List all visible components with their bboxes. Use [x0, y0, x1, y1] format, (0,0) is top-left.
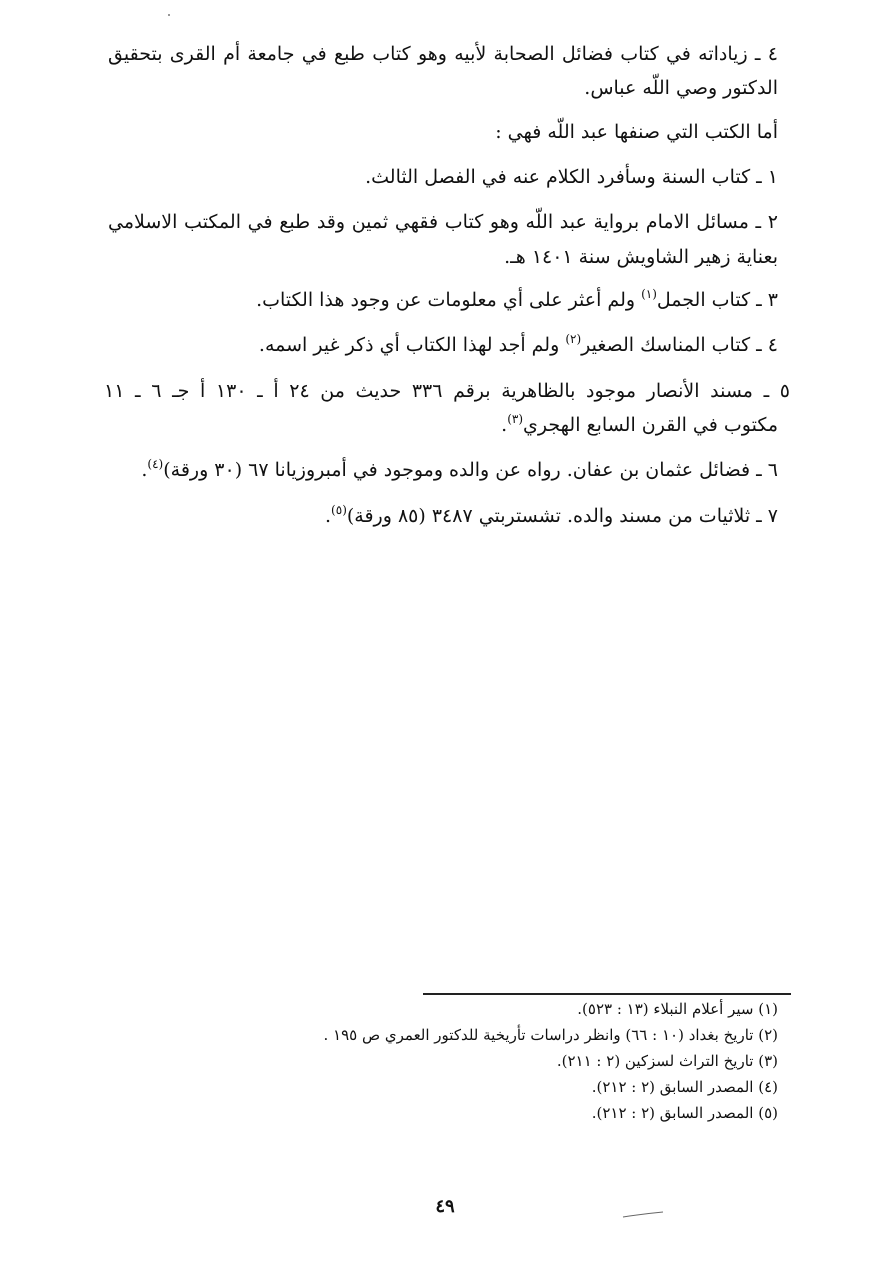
- body-line-10-text: مكتوب في القرن السابع الهجري: [523, 414, 778, 436]
- footnote-marker-3: (٣): [507, 412, 524, 426]
- body-line-10: [501, 411, 778, 439]
- scan-scratch-mark: [622, 1211, 664, 1219]
- body-line-8-text: ٤ ـ كتاب المناسك الصغير: [581, 334, 778, 356]
- body-line-8: [259, 331, 778, 359]
- footnote-marker-1: (١): [641, 287, 657, 301]
- body-line-12: [325, 502, 778, 530]
- body-line-7: [256, 286, 778, 314]
- body-line-2: الدكتور وصي اللّه عباس.: [584, 77, 778, 99]
- body-line-4: ١ ـ كتاب السنة وسأفرد الكلام عنه في الفصل الثالث.: [365, 166, 778, 188]
- body-line-6: بعناية زهير الشاويش سنة ١٤٠١ هـ.: [504, 246, 778, 268]
- body-line-9: ٥ ـ مسند الأنصار موجود بالظاهرية برقم ٣٣٦ حديث من ٢٤ أ ـ ١٣٠ أ جـ ٦ ـ ١١: [104, 380, 790, 402]
- body-line-8-tail: ولم أجد لهذا الكتاب أي ذكر غير اسمه.: [258, 334, 566, 356]
- body-line-11-tail: .: [141, 459, 148, 481]
- body-line-3: أما الكتب التي صنفها عبد اللّه فهي :: [495, 121, 778, 143]
- body-line-10-tail: .: [501, 414, 508, 436]
- footnote-marker-4: (٤): [147, 457, 164, 471]
- scan-speck: [168, 14, 170, 16]
- body-line-11-text: ٦ ـ فضائل عثمان بن عفان. رواه عن والده وموجود في أمبروزيانا ٦٧ (٣٠ ورقة): [163, 459, 778, 481]
- body-line-7-tail: ولم أعثر على أي معلومات عن وجود هذا الكتاب.: [256, 289, 642, 311]
- footnote-3: (٣) تاريخ التراث لسزكين (٢ : ٢١١).: [556, 1052, 778, 1070]
- footnote-separator: [423, 993, 791, 995]
- footnote-1: (١) سير أعلام النبلاء (١٣ : ٥٢٣).: [577, 1000, 778, 1018]
- footnote-2: (٢) تاريخ بغداد (١٠ : ٦٦) وانظر دراسات تأريخية للدكتور العمري ص ١٩٥ .: [323, 1026, 778, 1044]
- page-number: ٤٩: [435, 1196, 455, 1217]
- body-line-12-tail: .: [325, 505, 332, 527]
- body-line-12-text: ٧ ـ ثلاثيات من مسند والده. تشستربتي ٣٤٨٧ (٨٥ ورقة): [346, 505, 778, 527]
- footnote-4: (٤) المصدر السابق (٢ : ٢١٢).: [591, 1078, 778, 1096]
- body-line-7-text: ٣ ـ كتاب الجمل: [656, 289, 778, 311]
- body-line-5: ٢ ـ مسائل الامام برواية عبد اللّه وهو كتاب فقهي ثمين وقد طبع في المكتب الاسلامي: [108, 211, 778, 233]
- footnote-marker-5: (٥): [331, 503, 347, 517]
- footnote-marker-2: (٢): [565, 332, 582, 346]
- body-line-11: [141, 456, 778, 484]
- footnote-5: (٥) المصدر السابق (٢ : ٢١٢).: [591, 1104, 778, 1122]
- body-line-1: ٤ ـ زياداته في كتاب فضائل الصحابة لأبيه وهو كتاب طبع في جامعة أم القرى بتحقيق: [108, 43, 778, 65]
